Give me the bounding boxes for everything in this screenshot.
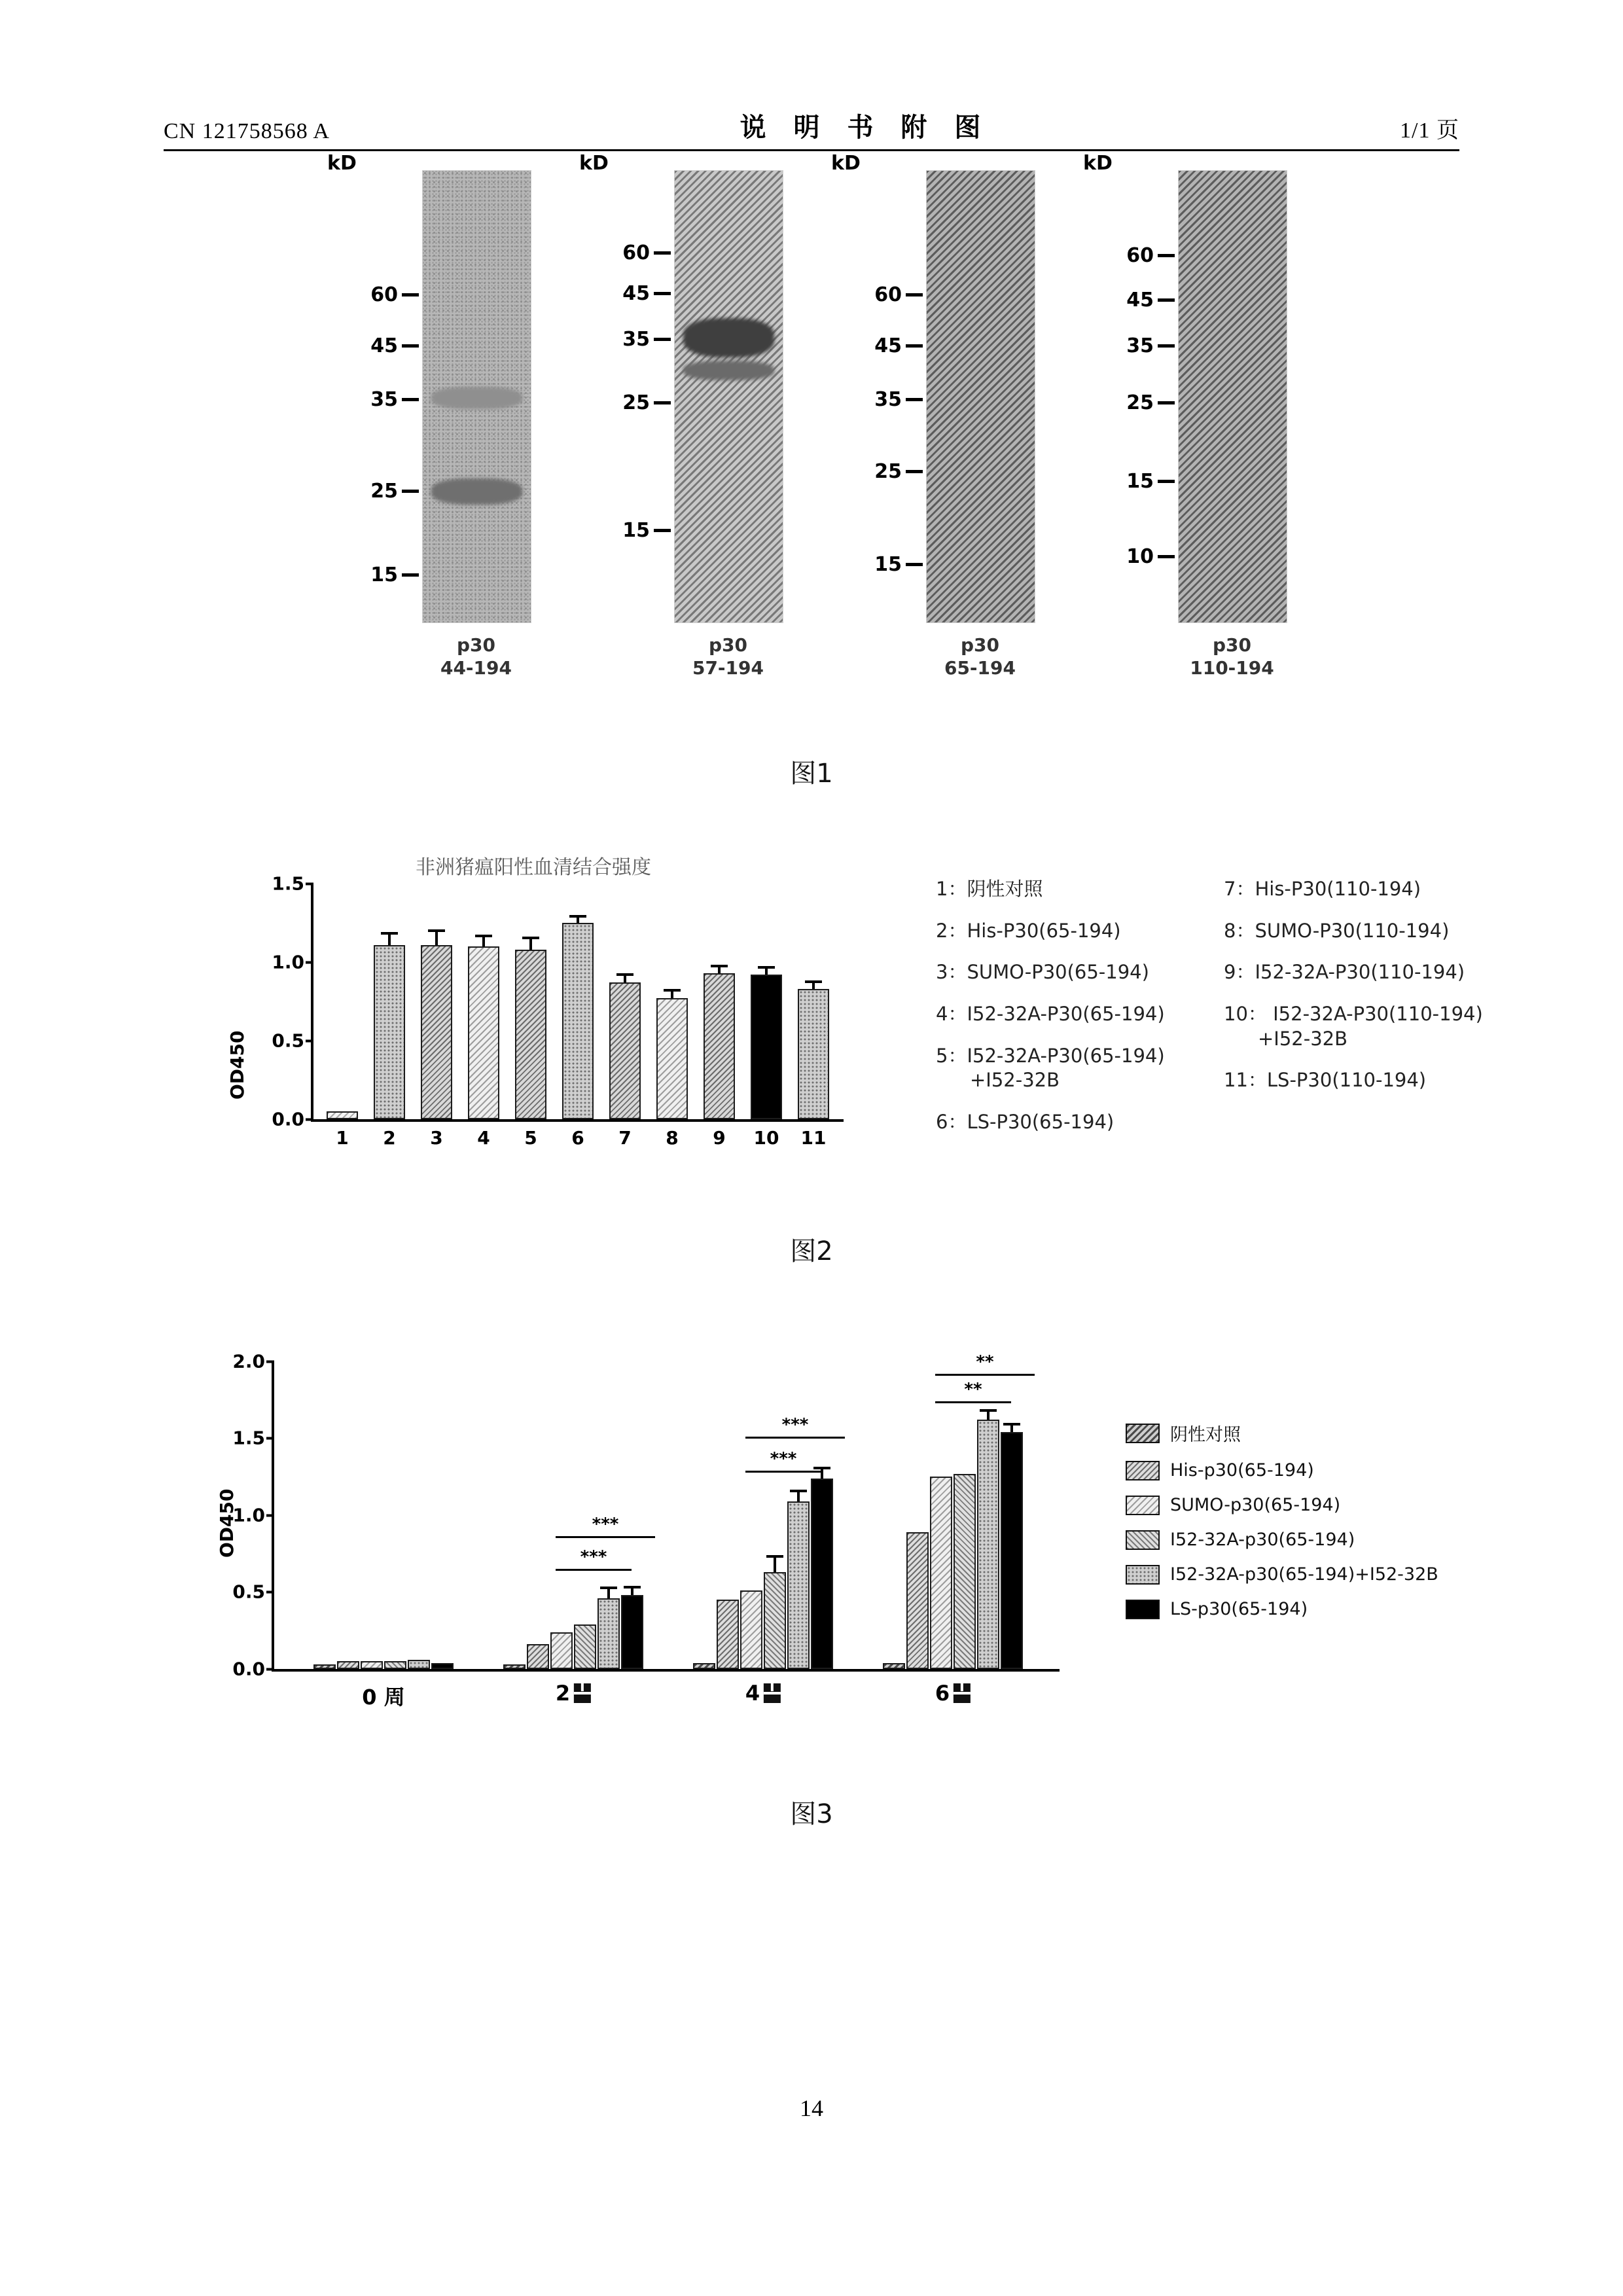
page-indicator: 1/1 页	[1400, 118, 1459, 143]
ladder-tick-icon	[1158, 298, 1175, 302]
chart-3-ytick: 1.5	[232, 1427, 274, 1449]
gel-4-kd-label: kD	[1083, 152, 1113, 175]
legend-swatch-ls	[1126, 1600, 1160, 1619]
ladder-tick-icon	[402, 398, 419, 401]
xgroup-number: 2	[555, 1681, 571, 1706]
bar-g0-s3	[361, 1661, 383, 1669]
ladder-tick-icon	[654, 529, 671, 532]
ladder-mark: 60	[370, 288, 419, 301]
sig-annotation: ***	[770, 1449, 797, 1469]
legend-column-right	[1224, 877, 1483, 1110]
chart-2-xtick: 11	[800, 1127, 827, 1149]
bar-g2-s5	[597, 1598, 620, 1669]
legend-label: His-p30(65-194)	[1170, 1460, 1314, 1480]
legend-item: 3：SUMO-P30(65-194)	[936, 961, 1149, 984]
bar-g0-s4	[384, 1661, 406, 1669]
bar-8	[656, 998, 688, 1119]
chart-2-xtick: 10	[753, 1127, 779, 1149]
bar-7	[609, 982, 641, 1119]
gel-panel-2	[573, 152, 847, 713]
legend-item-main: 10： I52-32A-P30(110-194)	[1224, 1003, 1483, 1026]
bar-g0-s1	[313, 1664, 336, 1669]
gel-4-caption: p30 110-194	[1190, 634, 1274, 679]
ladder-tick-icon	[1158, 344, 1175, 348]
bar-1	[327, 1111, 358, 1119]
bar-g4-s1	[693, 1663, 715, 1669]
bar-3	[421, 945, 452, 1119]
ladder-tick-icon	[906, 344, 923, 348]
ladder-tick-icon	[906, 470, 923, 473]
legend-item: 7：His-P30(110-194)	[1224, 878, 1421, 900]
ladder-mark: 25	[370, 484, 419, 497]
gel-3-ladder	[825, 170, 923, 622]
gel-panel-1	[321, 152, 596, 713]
chart-2-xtick: 1	[336, 1127, 349, 1149]
legend-row	[1126, 1420, 1466, 1446]
bar-g6-s4	[954, 1474, 976, 1669]
bar-g6-s2	[906, 1532, 929, 1669]
ladder-tick-icon	[654, 251, 671, 255]
bar-g4-s2	[717, 1600, 739, 1669]
bar-6	[562, 923, 594, 1119]
legend-row	[1126, 1599, 1466, 1619]
ladder-tick-icon	[402, 293, 419, 296]
figure-2-caption: 图2	[790, 1236, 833, 1266]
chart-3-xgroup-0	[362, 1681, 404, 1711]
sig-annotation: ***	[592, 1515, 619, 1534]
legend-swatch-sumo	[1126, 1496, 1160, 1515]
ladder-mark: 45	[370, 339, 419, 352]
bar-g6-s3	[930, 1477, 952, 1669]
ladder-tick-icon	[654, 338, 671, 341]
header-divider	[164, 149, 1459, 151]
ladder-mark: 25	[622, 396, 671, 409]
ladder-mark: 35	[622, 332, 671, 346]
gel-panel-3	[825, 152, 1099, 713]
legend-row	[1126, 1564, 1466, 1585]
legend-swatch-his	[1126, 1461, 1160, 1480]
ladder-tick-icon	[1158, 555, 1175, 558]
ladder-tick-icon	[402, 490, 419, 493]
legend-item: 11：LS-P30(110-194)	[1224, 1069, 1427, 1092]
legend-item: 9：I52-32A-P30(110-194)	[1224, 961, 1465, 984]
chart-2-ytick: 0.0	[272, 1109, 313, 1130]
bar-g2-s2	[527, 1644, 549, 1669]
legend-item: 1：阴性对照	[936, 878, 1043, 900]
gel-2-lane	[674, 170, 783, 623]
bar-g0-s2	[337, 1661, 359, 1669]
sig-annotation: **	[964, 1380, 982, 1399]
bar-g0-s6	[431, 1663, 454, 1669]
chart-2-xtick: 5	[524, 1127, 537, 1149]
ladder-tick-icon	[654, 401, 671, 404]
legend-label: I52-32A-p30(65-194)	[1170, 1530, 1355, 1550]
chart-3-ytick: 1.0	[232, 1505, 274, 1526]
ladder-tick-icon	[402, 344, 419, 348]
legend-row	[1126, 1530, 1466, 1550]
legend-item-sub: +I52-32B	[1258, 1027, 1348, 1050]
legend-swatch-i52-32a-b	[1126, 1565, 1160, 1585]
chart-2-xtick: 4	[477, 1127, 490, 1149]
chart-3-xgroup-6	[935, 1681, 971, 1706]
bar-g4-s5	[787, 1501, 810, 1669]
chart-2-xtick: 8	[666, 1127, 679, 1149]
ladder-mark: 60	[874, 288, 923, 301]
bar-g4-s6	[811, 1479, 833, 1669]
gel-3-caption: p30 65-194	[944, 634, 1016, 679]
legend-label: LS-p30(65-194)	[1170, 1599, 1308, 1619]
chart-3-plot-area	[232, 1350, 1060, 1710]
gel-1-lane	[422, 170, 531, 623]
gel-3-kd-label: kD	[831, 152, 861, 175]
bar-g0-s5	[408, 1660, 430, 1669]
gel-panel-4	[1077, 152, 1351, 713]
bar-5	[515, 950, 546, 1119]
bar-g2-s3	[550, 1632, 573, 1669]
chart-2-xtick: 7	[618, 1127, 632, 1149]
bar-g4-s3	[740, 1590, 762, 1669]
legend-column-left	[936, 877, 1217, 1152]
bar-g6-s1	[883, 1663, 905, 1669]
gel-1-kd-label: kD	[327, 152, 357, 175]
sig-annotation: **	[976, 1352, 994, 1372]
legend-item-sub: +I52-32B	[970, 1069, 1060, 1092]
gel-4-ladder	[1077, 170, 1175, 622]
ladder-tick-icon	[1158, 480, 1175, 483]
legend-swatch-negctrl	[1126, 1424, 1160, 1443]
page-number-footer: 14	[800, 2095, 823, 2121]
bar-g6-s5	[977, 1420, 999, 1669]
xgroup-number: 0 周	[362, 1685, 405, 1710]
ladder-mark: 60	[622, 246, 671, 259]
figure-2-chart	[164, 851, 1483, 1191]
chart-3-ytick: 0.5	[232, 1581, 274, 1603]
week-glyph-icon	[574, 1683, 591, 1703]
bar-g6-s6	[1001, 1432, 1023, 1669]
bar-10	[751, 975, 782, 1119]
week-glyph-icon	[954, 1683, 971, 1703]
ladder-mark: 45	[622, 287, 671, 300]
ladder-mark: 35	[370, 393, 419, 406]
ladder-tick-icon	[654, 292, 671, 295]
gel-2-caption: p30 57-194	[692, 634, 764, 679]
ladder-mark: 35	[874, 393, 923, 406]
ladder-mark: 15	[1126, 475, 1175, 488]
document-title: 说 明 书 附 图	[740, 113, 990, 143]
gel-2-ladder	[573, 170, 671, 622]
ladder-mark: 25	[1126, 396, 1175, 409]
ladder-tick-icon	[1158, 401, 1175, 404]
chart-2-xtick: 6	[571, 1127, 584, 1149]
chart-3-ytick: 0.0	[232, 1659, 274, 1680]
chart-2-y-axis-label: OD450	[226, 1030, 248, 1100]
figure-3-chart	[164, 1322, 1459, 1741]
sig-annotation: ***	[580, 1547, 607, 1567]
chart-2-ytick: 1.5	[272, 873, 313, 895]
chart-2-xtick: 2	[383, 1127, 396, 1149]
ladder-tick-icon	[906, 563, 923, 566]
legend-item	[1224, 1002, 1483, 1051]
chart-2-title: 非洲猪瘟阳性血清结合强度	[416, 856, 651, 879]
legend-label: SUMO-p30(65-194)	[1170, 1495, 1341, 1515]
chart-2-plot-area	[272, 872, 844, 1149]
figure-3-caption: 图3	[790, 1799, 833, 1829]
figure-1-gels	[164, 152, 1459, 713]
legend-item: 4：I52-32A-P30(65-194)	[936, 1003, 1165, 1026]
bar-4	[468, 946, 499, 1119]
chart-2-xtick: 3	[430, 1127, 443, 1149]
chart-3-xgroup-4	[745, 1681, 781, 1706]
bar-2	[374, 945, 405, 1119]
gel-4-lane	[1178, 170, 1287, 623]
legend-item-main: 5：I52-32A-P30(65-194)	[936, 1044, 1165, 1067]
ladder-tick-icon	[906, 398, 923, 401]
ladder-mark: 15	[622, 524, 671, 537]
chart-3-y-axis-label: OD450	[216, 1488, 238, 1558]
chart-2-ytick: 0.5	[272, 1030, 313, 1052]
figure-1-caption: 图1	[790, 759, 833, 789]
legend-item	[936, 1044, 1217, 1093]
bar-g2-s6	[621, 1595, 643, 1669]
chart-2-ytick: 1.0	[272, 952, 313, 973]
legend-row	[1126, 1460, 1466, 1480]
week-glyph-icon	[764, 1683, 781, 1703]
ladder-mark: 15	[874, 558, 923, 571]
gel-1-ladder	[321, 170, 419, 622]
ladder-mark: 60	[1126, 249, 1175, 262]
gel-3-lane	[926, 170, 1035, 623]
bar-g2-s4	[574, 1624, 596, 1669]
ladder-mark: 45	[874, 339, 923, 352]
ladder-mark: 25	[874, 465, 923, 478]
ladder-mark: 10	[1126, 550, 1175, 563]
ladder-mark: 45	[1126, 293, 1175, 306]
bar-11	[798, 989, 829, 1119]
ladder-tick-icon	[1158, 254, 1175, 257]
ladder-mark: 15	[370, 568, 419, 581]
chart-2-xtick: 9	[713, 1127, 726, 1149]
xgroup-number: 4	[745, 1681, 760, 1706]
ladder-tick-icon	[402, 573, 419, 577]
chart-3-ytick: 2.0	[232, 1351, 274, 1372]
chart-2	[203, 851, 864, 1178]
gel-1-caption: p30 44-194	[440, 634, 512, 679]
legend-label: 阴性对照	[1170, 1425, 1241, 1445]
legend-item: 6：LS-P30(65-194)	[936, 1111, 1115, 1134]
legend-item: 2：His-P30(65-194)	[936, 919, 1121, 942]
legend-swatch-i52-32a	[1126, 1530, 1160, 1550]
legend-label: I52-32A-p30(65-194)+I52-32B	[1170, 1564, 1438, 1585]
gel-2-kd-label: kD	[579, 152, 609, 175]
xgroup-number: 6	[935, 1681, 950, 1706]
page-header	[164, 98, 1459, 144]
figure-3-legend	[1126, 1420, 1466, 1634]
bar-9	[704, 973, 735, 1119]
legend-row	[1126, 1495, 1466, 1515]
ladder-mark: 35	[1126, 339, 1175, 352]
legend-item: 8：SUMO-P30(110-194)	[1224, 919, 1450, 942]
patent-number: CN 121758568 A	[164, 119, 330, 143]
chart-3-xgroup-2	[556, 1681, 591, 1706]
bar-g2-s1	[503, 1664, 526, 1669]
bar-g4-s4	[764, 1572, 786, 1669]
sig-annotation: ***	[781, 1415, 809, 1435]
ladder-tick-icon	[906, 293, 923, 296]
